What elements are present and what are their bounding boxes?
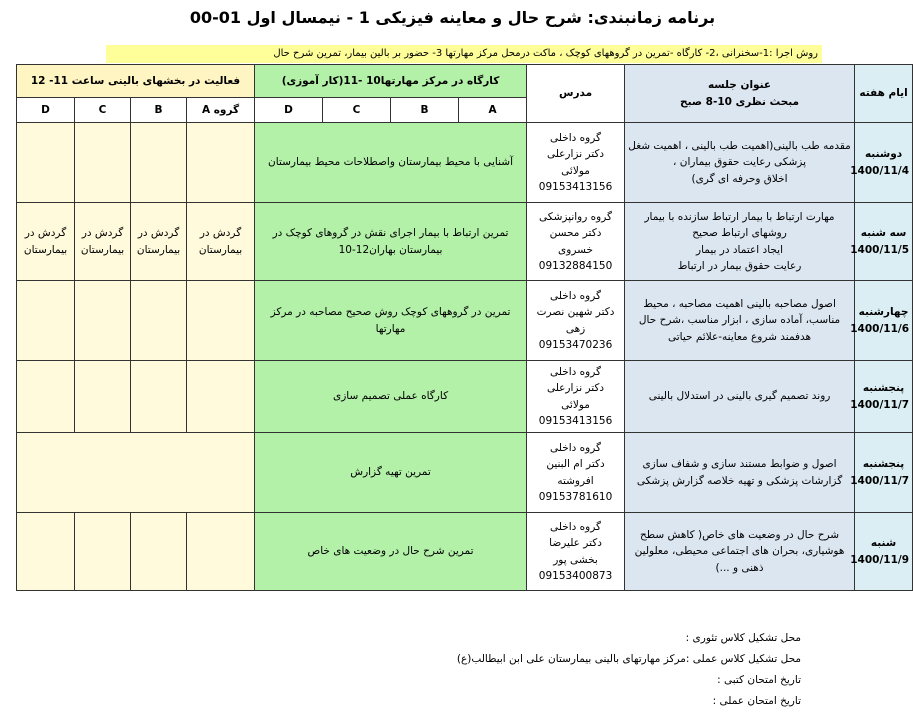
ward-cell-empty [17, 433, 255, 513]
teacher-cell [527, 123, 625, 203]
ward-cell [131, 203, 187, 281]
ward-group-1-text: B [154, 103, 163, 116]
ward-cell-empty [75, 281, 131, 361]
topic-cell-text: اصول و ضوابط مستند سازی و شفاف سازی گزارشات پزشکی و تهیه خلاصه گزارش پزشکی [636, 458, 843, 487]
header-teacher: مدرس [527, 65, 625, 123]
ward-cell-text: گردش در بیمارستان [198, 227, 243, 256]
ward-cell-empty [75, 513, 131, 591]
teacher-cell-text: گروه داخلی دکتر نزارعلی مولائی 09153413156 [538, 131, 613, 193]
topic-cell [625, 123, 855, 203]
skills-group-b-text: B [420, 103, 429, 116]
ward-cell-empty [187, 281, 255, 361]
day-cell-text: پنجشنبه 1400/11/7 [850, 458, 910, 487]
ward-group-2 [75, 98, 131, 123]
table-row [17, 123, 913, 203]
footer-line: محل تشکیل کلاس تئوری : [685, 632, 801, 644]
ward-cell [75, 203, 131, 281]
topic-cell [625, 433, 855, 513]
teacher-cell [527, 513, 625, 591]
ward-cell-empty [131, 123, 187, 203]
teacher-cell-text: گروه روانپزشکی دکتر محسن خسروی 09132884150 [538, 210, 613, 272]
topic-cell-text: مقدمه طب بالینی(اهمیت طب بالینی ، اهمیت شغل پزشکی رعایت حقوق بیماران ، اخلاق وحرفه ای گری) [628, 140, 851, 185]
teacher-cell-text: گروه داخلی دکتر علیرضا بخشی پور 09153400873 [538, 520, 613, 582]
header-topic: عنوان جلسه مبحث نظری 10-8 صبح [625, 65, 855, 123]
skills-cell [255, 513, 527, 591]
header-day: ایام هفته [855, 65, 913, 123]
ward-cell-text: گردش در بیمارستان [80, 227, 125, 256]
day-cell [850, 513, 913, 591]
skills-cell [255, 433, 527, 513]
topic-cell [625, 361, 855, 433]
ward-cell [187, 203, 255, 281]
skills-cell [255, 281, 527, 361]
topic-cell-text: شرح حال در وضعیت های خاص( کاهش سطح هوشیاری، بحران های اجتماعی محیطی، معلولین ذهنی و ...) [634, 529, 845, 574]
ward-cell-empty [131, 361, 187, 433]
ward-group-1 [131, 98, 187, 123]
teacher-cell [527, 203, 625, 281]
topic-cell-text: اصول مصاحبه بالینی اهمیت مصاحبه ، محیط مناسب، آماده سازی ، ابزار مناسب ،شرح حال هدفمند شروع معاینه-علائم حیاتی [638, 298, 841, 343]
teacher-cell [527, 433, 625, 513]
day-cell [850, 433, 913, 513]
skills-cell-text: آشنایی با محیط بیمارستان واصطلاحات محیط بیمارستان [268, 156, 513, 169]
table-row [17, 513, 913, 591]
day-cell [850, 361, 913, 433]
ward-cell-empty [17, 513, 75, 591]
ward-group-3-text: D [41, 103, 50, 116]
footer-line: تاریخ امتحان عملی : [712, 695, 801, 707]
page-title: برنامه زمانبندی: شرح حال و معاینه فیزیکی 1 - نیمسال اول 01-00 [189, 8, 716, 27]
day-cell-text: پنجشنبه 1400/11/7 [850, 382, 910, 411]
skills-group-d [255, 98, 323, 123]
ward-cell-empty [17, 123, 75, 203]
day-cell-text: شنبه 1400/11/9 [850, 537, 910, 566]
method-line: روش اجرا :1-سخنرانی ،2- کارگاه -تمرین در گروههای کوچک ، ماکت درمحل مرکز مهارتها 3- حضور بر بالین بیمار، تمرین شرح حال [106, 45, 822, 63]
skills-cell-text: کارگاه عملی تصمیم سازی [332, 390, 449, 403]
day-cell [850, 123, 913, 203]
day-cell [850, 203, 913, 281]
ward-cell-empty [75, 123, 131, 203]
schedule-table [16, 64, 913, 591]
skills-cell-text: تمرین ارتباط با بیمار اجرای نقش در گروهای کوچک در بیمارستان بهاران12-10 [272, 227, 509, 256]
table-row [17, 433, 913, 513]
skills-cell-text: تمرین تهیه گزارش [350, 466, 431, 479]
ward-group-2-text: C [98, 103, 107, 116]
topic-cell [625, 513, 855, 591]
ward-cell-empty [131, 513, 187, 591]
topic-cell [625, 281, 855, 361]
footer-line: محل تشکیل کلاس عملی :مرکز مهارتهای بالینی بیمارستان علی ابن ابیطالب(ع) [456, 653, 801, 665]
skills-group-c [323, 98, 391, 123]
skills-group-a [459, 98, 527, 123]
ward-cell-empty [17, 361, 75, 433]
skills-cell-text: تمرین در گروههای کوچک روش صحیح مصاحبه در مرکز مهارتها [270, 306, 511, 335]
teacher-cell-text: گروه داخلی دکتر شهین نصرت زهی 09153470236 [536, 289, 615, 351]
table-row [17, 361, 913, 433]
day-cell-text: چهارشنبه 1400/11/6 [850, 306, 910, 335]
table-row [17, 203, 913, 281]
ward-cell [17, 203, 75, 281]
ward-cell-text: گردش در بیمارستان [136, 227, 181, 256]
skills-group-b [391, 98, 459, 123]
ward-cell-text: گردش در بیمارستان [23, 227, 68, 256]
teacher-cell-text: گروه داخلی دکتر نزارعلی مولائی 09153413156 [538, 365, 613, 427]
footer-notes [457, 628, 801, 712]
ward-group-0-text: گروه A [201, 103, 240, 116]
topic-cell-text: روند تصمیم گیری بالینی در استدلال بالینی [648, 390, 831, 403]
skills-group-a-text: A [488, 103, 497, 116]
skills-cell [255, 203, 527, 281]
ward-cell-empty [17, 281, 75, 361]
skills-group-d-text: D [284, 103, 293, 116]
day-cell [850, 281, 913, 361]
skills-cell [255, 361, 527, 433]
table-row [17, 281, 913, 361]
ward-group-3 [17, 98, 75, 123]
header-ward: فعالیت در بخشهای بالینی ساعت 11- 12 [17, 65, 255, 98]
teacher-cell [527, 361, 625, 433]
skills-cell-text: تمرین شرح حال در وضعیت های خاص [307, 545, 474, 558]
topic-cell-text: مهارت ارتباط با بیمار ارتباط سازنده با بیمار روشهای ارتباط صحیح ایجاد اعتماد در بیمار رعایت حقوق بیمار در ارتباط [644, 210, 835, 272]
footer-line: تاریخ امتحان کتبی : [717, 674, 801, 686]
day-cell-text: سه شنبه 1400/11/5 [850, 227, 910, 256]
ward-group-0 [187, 98, 255, 123]
ward-cell-empty [187, 123, 255, 203]
teacher-cell-text: گروه داخلی دکتر ام البنین افروشته 09153781610 [538, 441, 613, 503]
ward-cell-empty [131, 281, 187, 361]
skills-cell [255, 123, 527, 203]
ward-cell-empty [187, 513, 255, 591]
ward-cell-empty [187, 361, 255, 433]
ward-cell-empty [75, 361, 131, 433]
header-skills: کارگاه در مرکز مهارتها10 -11(کار آموزی) [255, 65, 527, 98]
day-cell-text: دوشنبه 1400/11/4 [850, 148, 910, 177]
skills-group-c-text: C [352, 103, 361, 116]
teacher-cell [527, 281, 625, 361]
topic-cell [625, 203, 855, 281]
